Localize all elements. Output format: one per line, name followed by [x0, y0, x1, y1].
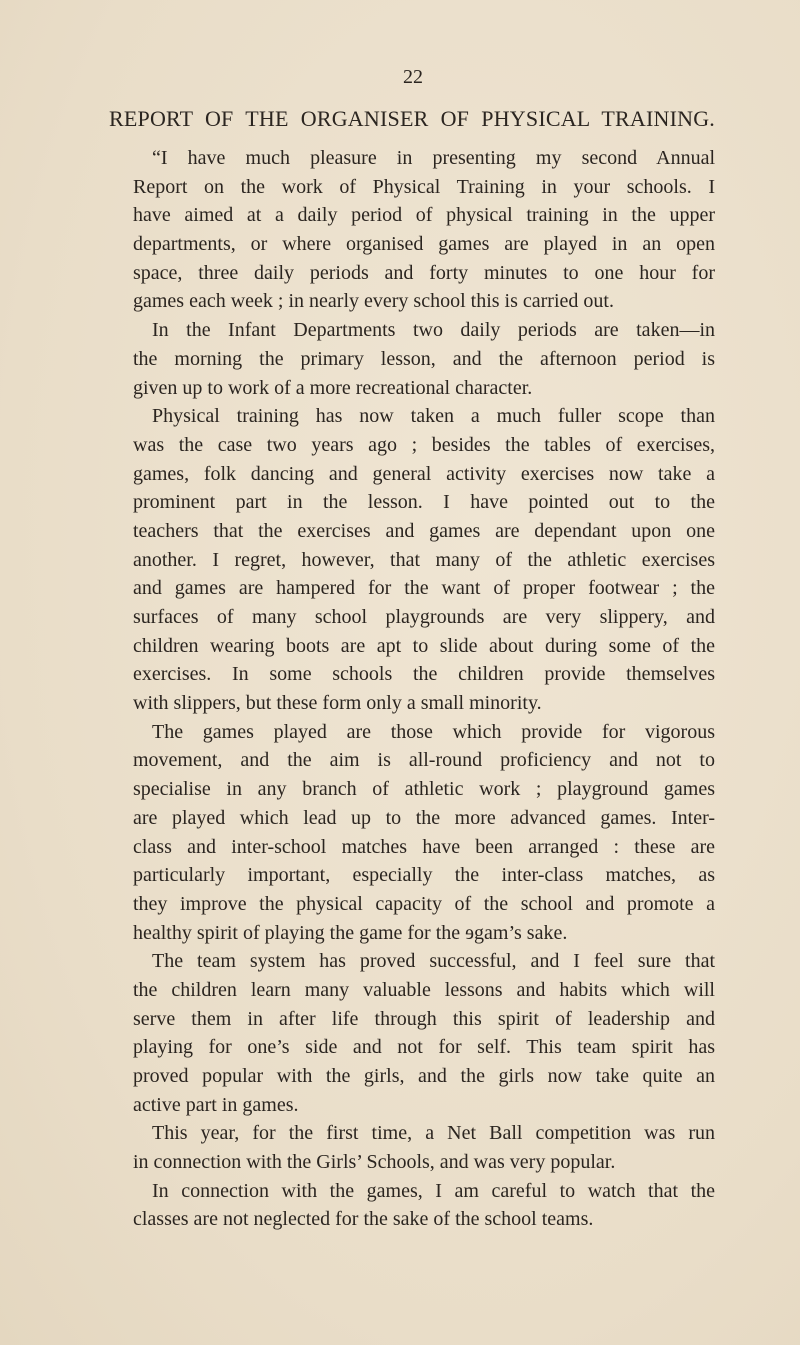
text-line: The games played are those which provide for vigorous [152, 720, 715, 743]
text-line: teachers that the exercises and games are dependant upon one [133, 519, 715, 542]
text-line: the children learn many valuable lessons and habits which will [133, 978, 715, 1001]
text-line: are played which lead up to the more advanced games. Inter- [133, 806, 715, 829]
paragraph [133, 1177, 715, 1234]
text-line: games each week ; in nearly every school this is carried out. [133, 290, 614, 313]
text-line: The team system has proved successful, and I feel sure that [152, 950, 715, 973]
text-line: and games are hampered for the want of proper footwear ; the [133, 577, 715, 600]
text-line: departments, or where organised games are played in an open [133, 233, 715, 256]
text-line: This year, for the first time, a Net Ball competition was run [152, 1122, 715, 1145]
page-number: 22 [403, 66, 423, 88]
text-line: In connection with the games, I am careful to watch that the [152, 1179, 715, 1202]
text-line: class and inter-school matches have been arranged : these are [133, 835, 715, 858]
text-line: Report on the work of Physical Training in your schools. I [133, 175, 715, 198]
text-line: the morning the primary lesson, and the afternoon period is [133, 347, 715, 370]
text-line: healthy spirit of playing the game for the ɘgam’s sake. [133, 921, 568, 944]
text-line: particularly important, especially the inter-class matches, as [133, 864, 715, 887]
report-body [133, 144, 715, 1234]
text-line: space, three daily periods and forty minutes to one hour for [133, 261, 715, 284]
text-line: have aimed at a daily period of physical training in the upper [133, 204, 715, 227]
text-line: was the case two years ago ; besides the tables of exercises, [133, 433, 715, 456]
text-line: games, folk dancing and general activity exercises now take a [133, 462, 715, 485]
text-line: exercises. In some schools the children provide themselves [133, 663, 715, 686]
text-line: prominent part in the lesson. I have pointed out to the [133, 491, 715, 514]
text-line: playing for one’s side and not for self. This team spirit has [133, 1036, 715, 1059]
paragraph [133, 144, 715, 316]
text-line: another. I regret, however, that many of the athletic exercises [133, 548, 715, 571]
text-line: active part in games. [133, 1093, 299, 1116]
paragraph [133, 718, 715, 948]
paragraph [133, 1119, 715, 1176]
text-line: proved popular with the girls, and the girls now take quite an [133, 1065, 715, 1087]
text-line: “I have much pleasure in presenting my second Annual [152, 147, 715, 169]
text-line: classes are not neglected for the sake of the school teams. [133, 1208, 594, 1231]
text-line: Physical training has now taken a much fuller scope than [152, 405, 715, 428]
paragraph [133, 947, 715, 1119]
report-title: REPORT OF THE ORGANISER OF PHYSICAL TRAINING. [109, 106, 715, 131]
paragraph [133, 402, 715, 718]
text-line: surfaces of many school playgrounds are very slippery, and [133, 606, 715, 628]
text-line: with slippers, but these form only a small minority. [133, 692, 542, 715]
text-line: children wearing boots are apt to slide about during some of the [133, 634, 715, 657]
text-line: given up to work of a more recreational character. [133, 376, 533, 399]
text-line: In the Infant Departments two daily periods are taken—in [152, 319, 715, 342]
text-line: movement, and the aim is all-round proficiency and not to [133, 749, 715, 772]
text-line: in connection with the Girls’ Schools, and was very popular. [133, 1151, 616, 1174]
text-line: serve them in after life through this spirit of leadership and [133, 1007, 715, 1030]
paragraph [133, 316, 715, 402]
text-line: specialise in any branch of athletic work ; playground games [133, 778, 715, 801]
text-line: they improve the physical capacity of the school and promote a [133, 892, 715, 915]
